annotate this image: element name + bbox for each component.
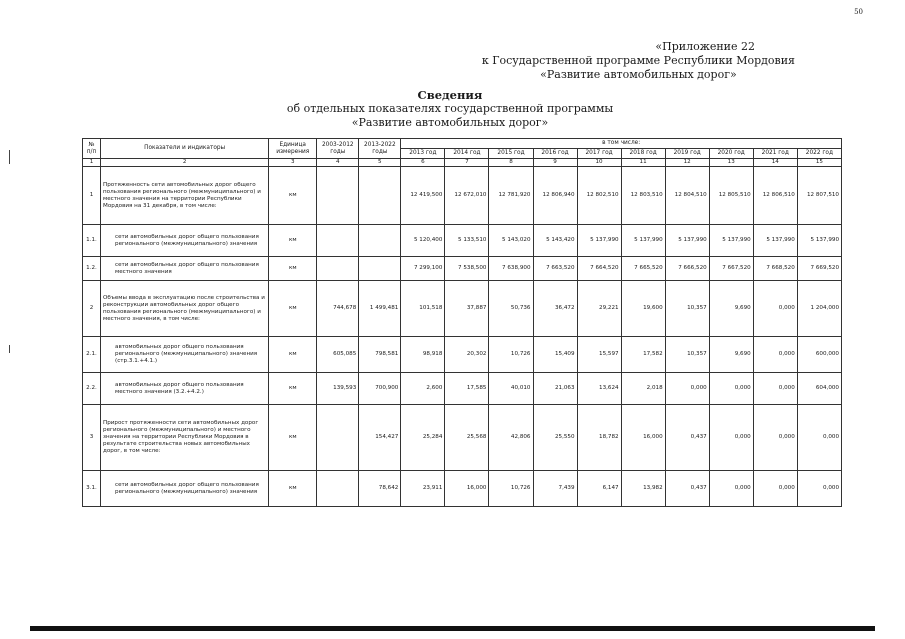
- row-year-value: 7 299,100: [401, 257, 445, 281]
- row-number: 1: [83, 167, 101, 225]
- document-title: [280, 88, 620, 130]
- appendix-line-1: «Приложение 22: [655, 40, 755, 53]
- row-indicator-name: Объемы ввода в эксплуатацию после строительства и реконструкции автомобильных дорог общего пользования регионального (межмуниципального) и местного значения, в том числе:: [101, 281, 269, 337]
- table-row: [83, 405, 842, 471]
- column-index: 7: [445, 159, 489, 167]
- row-period-2-value: 798,581: [359, 337, 401, 373]
- indicators-table: [82, 138, 842, 507]
- row-year-value: 101,518: [401, 281, 445, 337]
- row-year-value: 16,000: [621, 405, 665, 471]
- row-unit: км: [269, 373, 317, 405]
- row-year-value: 25,550: [533, 405, 577, 471]
- row-year-value: 29,221: [577, 281, 621, 337]
- row-year-value: 12 807,510: [797, 167, 841, 225]
- row-year-value: 98,918: [401, 337, 445, 373]
- table-row: [83, 167, 842, 225]
- row-year-value: 7 638,900: [489, 257, 533, 281]
- row-number: 3.1.: [83, 471, 101, 507]
- row-period-2-value: 1 499,481: [359, 281, 401, 337]
- row-year-value: 5 137,990: [797, 225, 841, 257]
- row-year-value: 5 137,990: [709, 225, 753, 257]
- row-year-value: 0,000: [709, 471, 753, 507]
- row-period-1-value: 139,593: [317, 373, 359, 405]
- header-year: 2016 год: [533, 149, 577, 159]
- row-indicator-name: Прирост протяженности сети автомобильных дорог регионального (межмуниципального) и местного значения на территории Республики Мордовия в результате строительства новых автомобильных дорог, в том числе:: [101, 405, 269, 471]
- row-period-1-value: 744,678: [317, 281, 359, 337]
- row-year-value: 17,585: [445, 373, 489, 405]
- row-year-value: 0,000: [709, 373, 753, 405]
- table-row: [83, 281, 842, 337]
- row-number: 2: [83, 281, 101, 337]
- row-year-value: 9,690: [709, 337, 753, 373]
- row-year-value: 5 137,990: [665, 225, 709, 257]
- column-index: 14: [753, 159, 797, 167]
- row-year-value: 25,284: [401, 405, 445, 471]
- column-index: 12: [665, 159, 709, 167]
- row-indicator-name: автомобильных дорог общего пользования местного значения (3.2.+4.2.): [101, 373, 269, 405]
- row-year-value: 12 781,920: [489, 167, 533, 225]
- row-year-value: 12 805,510: [709, 167, 753, 225]
- row-year-value: 13,624: [577, 373, 621, 405]
- row-year-value: 5 137,990: [577, 225, 621, 257]
- row-year-value: 12 803,510: [621, 167, 665, 225]
- row-year-value: 10,726: [489, 337, 533, 373]
- row-year-value: 5 143,020: [489, 225, 533, 257]
- column-index: 13: [709, 159, 753, 167]
- table-row: [83, 225, 842, 257]
- row-indicator-name: автомобильных дорог общего пользования регионального (межмуниципального) значения (стр.3.1.+4.1.): [101, 337, 269, 373]
- row-year-value: 36,472: [533, 281, 577, 337]
- row-year-value: 7 666,520: [665, 257, 709, 281]
- header-year: 2018 год: [621, 149, 665, 159]
- row-year-value: 0,437: [665, 471, 709, 507]
- scan-bottom-edge: [30, 626, 875, 631]
- title-line-2: об отдельных показателях государственной программы: [286, 102, 614, 115]
- row-year-value: 12 806,940: [533, 167, 577, 225]
- row-year-value: 5 120,400: [401, 225, 445, 257]
- row-unit: км: [269, 257, 317, 281]
- row-year-value: 18,782: [577, 405, 621, 471]
- column-index: 5: [359, 159, 401, 167]
- row-year-value: 7 667,520: [709, 257, 753, 281]
- header-num: № п/п: [83, 139, 101, 159]
- page-number: 50: [854, 8, 863, 16]
- row-year-value: 604,000: [797, 373, 841, 405]
- row-number: 2.1.: [83, 337, 101, 373]
- column-index: 9: [533, 159, 577, 167]
- row-period-2-value: 78,642: [359, 471, 401, 507]
- header-year: 2021 год: [753, 149, 797, 159]
- row-year-value: 15,409: [533, 337, 577, 373]
- row-number: 3: [83, 405, 101, 471]
- header-year: 2014 год: [445, 149, 489, 159]
- row-year-value: 7 669,520: [797, 257, 841, 281]
- row-year-value: 5 137,990: [621, 225, 665, 257]
- row-year-value: 1 204,000: [797, 281, 841, 337]
- row-year-value: 12 806,510: [753, 167, 797, 225]
- row-year-value: 7 668,520: [753, 257, 797, 281]
- appendix-line-2: к Государственной программе Республики Мордовия: [481, 54, 795, 67]
- appendix-header: [482, 40, 795, 82]
- table-row: [83, 257, 842, 281]
- appendix-line-3: «Развитие автомобильных дорог»: [540, 68, 737, 81]
- column-index: 6: [401, 159, 445, 167]
- row-year-value: 600,000: [797, 337, 841, 373]
- row-period-2-value: 700,900: [359, 373, 401, 405]
- row-year-value: 21,063: [533, 373, 577, 405]
- row-year-value: 0,000: [753, 281, 797, 337]
- row-year-value: 6,147: [577, 471, 621, 507]
- row-year-value: 16,000: [445, 471, 489, 507]
- row-period-2-value: [359, 225, 401, 257]
- row-year-value: 7,439: [533, 471, 577, 507]
- column-index-row: [83, 159, 842, 167]
- row-year-value: 10,357: [665, 281, 709, 337]
- column-index: 1: [83, 159, 101, 167]
- row-year-value: 2,018: [621, 373, 665, 405]
- row-unit: км: [269, 337, 317, 373]
- header-period-1: 2003-2012 годы: [317, 139, 359, 159]
- row-year-value: 12 672,010: [445, 167, 489, 225]
- row-year-value: 0,000: [665, 373, 709, 405]
- row-period-2-value: 154,427: [359, 405, 401, 471]
- row-year-value: 0,000: [797, 405, 841, 471]
- row-year-value: 40,010: [489, 373, 533, 405]
- row-year-value: 23,911: [401, 471, 445, 507]
- row-period-1-value: [317, 471, 359, 507]
- row-indicator-name: сети автомобильных дорог общего пользования регионального (межмуниципального) значения: [101, 225, 269, 257]
- row-year-value: 25,568: [445, 405, 489, 471]
- row-year-value: 7 663,520: [533, 257, 577, 281]
- row-year-value: 42,806: [489, 405, 533, 471]
- table-row: [83, 337, 842, 373]
- header-year: 2022 год: [797, 149, 841, 159]
- row-year-value: 15,597: [577, 337, 621, 373]
- row-year-value: 0,000: [753, 337, 797, 373]
- row-year-value: 0,437: [665, 405, 709, 471]
- column-index: 2: [101, 159, 269, 167]
- header-year: 2013 год: [401, 149, 445, 159]
- row-number: 1.2.: [83, 257, 101, 281]
- row-year-value: 20,302: [445, 337, 489, 373]
- title-line-1: Сведения: [417, 88, 483, 102]
- row-period-1-value: [317, 225, 359, 257]
- header-year: 2020 год: [709, 149, 753, 159]
- row-period-1-value: [317, 167, 359, 225]
- row-number: 2.2.: [83, 373, 101, 405]
- table-row: [83, 373, 842, 405]
- row-period-2-value: [359, 167, 401, 225]
- row-period-1-value: [317, 405, 359, 471]
- header-name: Показатели и индикаторы: [101, 139, 269, 159]
- row-year-value: 0,000: [753, 405, 797, 471]
- row-year-value: 5 133,510: [445, 225, 489, 257]
- table-row: [83, 471, 842, 507]
- row-year-value: 10,726: [489, 471, 533, 507]
- row-year-value: 12 804,510: [665, 167, 709, 225]
- row-year-value: 17,582: [621, 337, 665, 373]
- row-year-value: 7 664,520: [577, 257, 621, 281]
- row-year-value: 0,000: [753, 373, 797, 405]
- row-unit: км: [269, 471, 317, 507]
- row-unit: км: [269, 225, 317, 257]
- header-year: 2019 год: [665, 149, 709, 159]
- header-unit: Единица измерения: [269, 139, 317, 159]
- row-indicator-name: Протяженность сети автомобильных дорог общего пользования регионального (межмуниципального) и местного значения на территории Республики Мордовия на 31 декабря, в том числе:: [101, 167, 269, 225]
- column-index: 4: [317, 159, 359, 167]
- column-index: 15: [797, 159, 841, 167]
- row-unit: км: [269, 167, 317, 225]
- row-year-value: 13,982: [621, 471, 665, 507]
- row-year-value: 12 802,510: [577, 167, 621, 225]
- column-index: 11: [621, 159, 665, 167]
- header-year: 2017 год: [577, 149, 621, 159]
- scan-edge-mark-bottom: [9, 345, 10, 353]
- row-year-value: 2,600: [401, 373, 445, 405]
- row-unit: км: [269, 405, 317, 471]
- row-year-value: 19,600: [621, 281, 665, 337]
- row-year-value: 0,000: [709, 405, 753, 471]
- row-year-value: 12 419,500: [401, 167, 445, 225]
- row-year-value: 37,887: [445, 281, 489, 337]
- row-unit: км: [269, 281, 317, 337]
- row-year-value: 7 665,520: [621, 257, 665, 281]
- row-year-value: 0,000: [753, 471, 797, 507]
- row-indicator-name: сети автомобильных дорог общего пользования местного значения: [101, 257, 269, 281]
- row-year-value: 5 137,990: [753, 225, 797, 257]
- row-year-value: 10,357: [665, 337, 709, 373]
- row-indicator-name: сети автомобильных дорог общего пользования регионального (межмуниципального) значения: [101, 471, 269, 507]
- row-year-value: 5 143,420: [533, 225, 577, 257]
- row-year-value: 7 538,500: [445, 257, 489, 281]
- header-period-2: 2013-2022 годы: [359, 139, 401, 159]
- row-number: 1.1.: [83, 225, 101, 257]
- column-index: 10: [577, 159, 621, 167]
- row-year-value: 50,736: [489, 281, 533, 337]
- row-year-value: 9,690: [709, 281, 753, 337]
- header-group: в том числе:: [401, 139, 842, 149]
- title-line-3: «Развитие автомобильных дорог»: [351, 116, 549, 129]
- row-period-2-value: [359, 257, 401, 281]
- column-index: 3: [269, 159, 317, 167]
- column-index: 8: [489, 159, 533, 167]
- row-period-1-value: [317, 257, 359, 281]
- row-year-value: 0,000: [797, 471, 841, 507]
- header-year: 2015 год: [489, 149, 533, 159]
- row-period-1-value: 605,085: [317, 337, 359, 373]
- scan-edge-mark-top: [9, 150, 10, 164]
